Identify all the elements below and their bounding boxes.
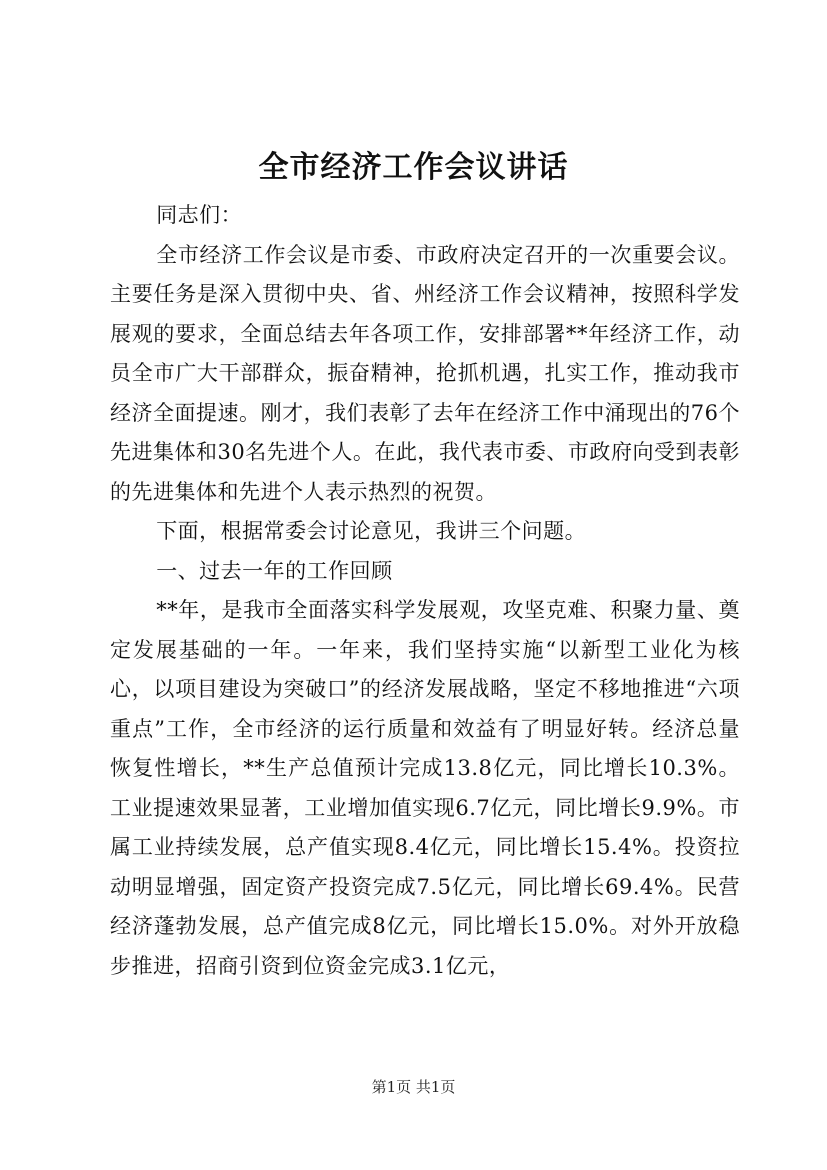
intro-paragraph: 全市经济工作会议是市委、市政府决定召开的一次重要会议。主要任务是深入贯彻中央、省、州经济工作会议精神，按照科学发展观的要求，全面总结去年各项工作，安排部署**年经济工作，动员全市广大干部群众，振奋精神，抢抓机遇，扎实工作，推动我市经济全面提速。刚才，我们表彰了去年在经济工作中涌现出的76个先进集体和30名先进个人。在此，我代表市委、市政府向受到表彰的先进集体和先进个人表示热烈的祝贺。 bbox=[110, 242, 740, 504]
document-body bbox=[110, 196, 740, 986]
outline-paragraph: 下面，根据常委会讨论意见，我讲三个问题。 bbox=[156, 519, 587, 543]
page-footer: 第1页 共1页 bbox=[371, 1078, 456, 1096]
document-title: 全市经济工作会议讲话 bbox=[258, 150, 569, 185]
review-paragraph: **年，是我市全面落实科学发展观，攻坚克难、积聚力量、奠定发展基础的一年。一年来，我们坚持实施“以新型工业化为核心，以项目建设为突破口”的经济发展战略，坚定不移地推进“六项重点”工作，全市经济的运行质量和效益有了明显好转。经济总量恢复性增长，**生产总值预计完成13.8亿元，同比增长10.3%。工业提速效果显著，工业增加值实现6.7亿元，同比增长9.9%。市属工业持续发展，总产值实现8.4亿元，同比增长15.4%。投资拉动明显增强，固定资产投资完成7.5亿元，同比增长69.4%。民营经济蓬勃发展，总产值完成8亿元，同比增长15.0%。对外开放稳步推进，招商引资到位资金完成3.1亿元， bbox=[110, 598, 740, 978]
section-heading: 一、过去一年的工作回顾 bbox=[156, 558, 393, 583]
salutation-paragraph: 同志们： bbox=[156, 203, 243, 227]
